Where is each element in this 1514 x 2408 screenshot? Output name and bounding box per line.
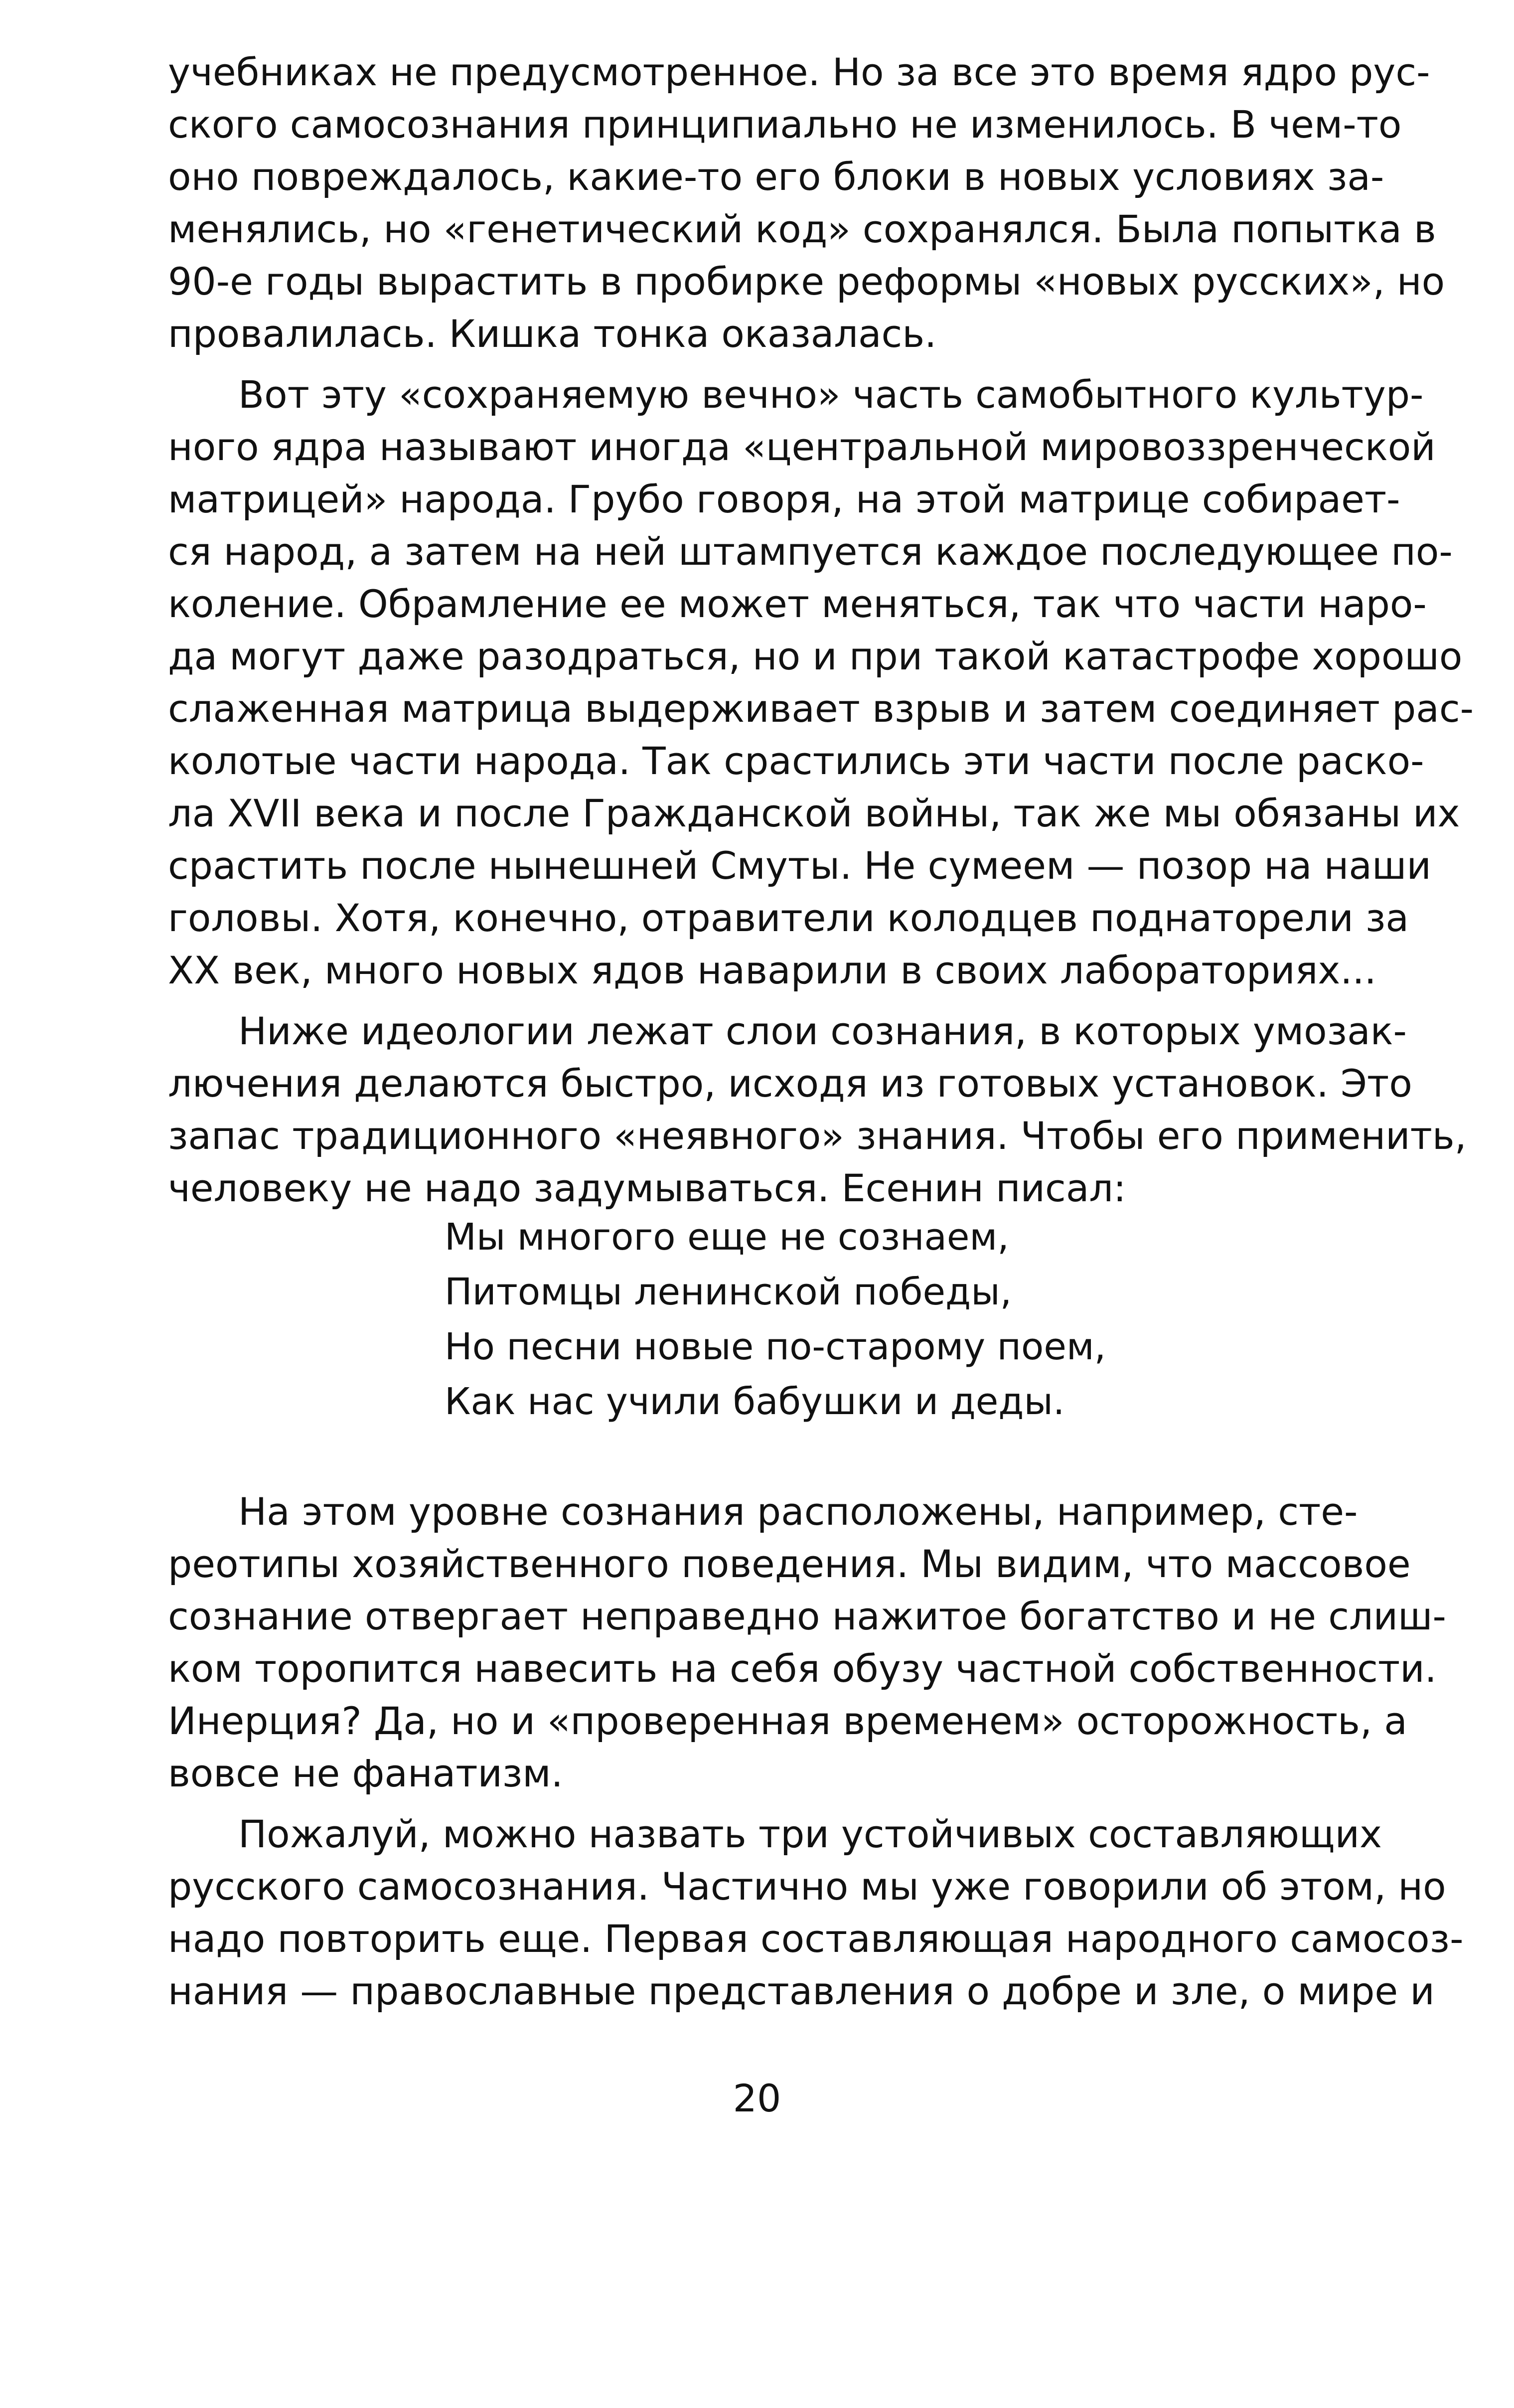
text-line: реотипы хозяйственного поведения. Мы видим, что массовое xyxy=(168,1542,1411,1586)
text-line: Инерция? Да, но и «проверенная временем» осторожность, а xyxy=(168,1699,1407,1743)
text-line: матрицей» народа. Грубо говоря, на этой матрице собирает- xyxy=(168,477,1400,521)
body-text-upper xyxy=(168,46,1474,1214)
poem-quote xyxy=(445,1210,1106,1429)
poem-line: Мы многого еще не сознаем, xyxy=(445,1216,1009,1259)
body-text-lower xyxy=(168,1485,1464,2017)
page-number: 20 xyxy=(733,2076,781,2120)
text-line: ного ядра называют иногда «центральной мировоззренческой xyxy=(168,425,1436,469)
text-line: запас традиционного «неявного» знания. Чтобы его применить, xyxy=(168,1114,1467,1158)
paragraph-gap xyxy=(168,360,1342,368)
text-line: надо повторить еще. Первая составляющая народного самосоз- xyxy=(168,1917,1464,1961)
text-line: Вот эту «сохраняемую вечно» часть самобытного культур- xyxy=(238,372,1424,417)
text-line: XX век, много новых ядов наварили в своих лабораториях... xyxy=(168,948,1376,992)
poem-line: Питомцы ленинской победы, xyxy=(445,1271,1012,1313)
text-line: лючения делаются быстро, исходя из готовых установок. Это xyxy=(168,1061,1412,1106)
text-line: ком торопится навесить на себя обузу частной собственности. xyxy=(168,1646,1437,1691)
text-line: ла XVII века и после Гражданской войны, так же мы обязаны их xyxy=(168,791,1460,835)
text-line: нания — православные представления о добре и зле, о мире и xyxy=(168,1969,1435,2013)
text-line: срастить после нынешней Смуты. Не сумеем — позор на наши xyxy=(168,843,1431,888)
text-line: Пожалуй, можно назвать три устойчивых составляющих xyxy=(238,1812,1382,1856)
text-line: Ниже идеологии лежат слои сознания, в которых умозак- xyxy=(238,1009,1407,1053)
text-line: учебниках не предусмотренное. Но за все это время ядро рус- xyxy=(168,50,1430,94)
text-line: колотые части народа. Так срастились эти части после раско- xyxy=(168,739,1424,783)
text-line: менялись, но «генетический код» сохранялся. Была попытка в xyxy=(168,207,1436,251)
text-line: головы. Хотя, конечно, отравители колодцев поднаторели за xyxy=(168,896,1409,940)
text-line: оно повреждалось, какие-то его блоки в новых условиях за- xyxy=(168,155,1384,199)
text-line: сознание отвергает неправедно нажитое богатство и не слиш- xyxy=(168,1594,1446,1638)
text-line: вовсе не фанатизм. xyxy=(168,1751,563,1795)
text-line: коление. Обрамление ее может меняться, так что части наро- xyxy=(168,582,1427,626)
text-line: русского самосознания. Частично мы уже говорили об этом, но xyxy=(168,1864,1446,1909)
text-line: человеку не надо задумываться. Есенин писал: xyxy=(168,1166,1126,1210)
text-line: На этом уровне сознания расположены, например, сте- xyxy=(238,1489,1358,1534)
text-line: ся народ, а затем на ней штампуется каждое последующее по- xyxy=(168,529,1453,574)
text-line: 90-е годы вырастить в пробирке реформы «новых русских», но xyxy=(168,259,1445,304)
poem-line: Как нас учили бабушки и деды. xyxy=(445,1380,1065,1423)
paragraph-gap xyxy=(168,996,1342,1005)
poem-line: Но песни новые по-старому поем, xyxy=(445,1325,1106,1368)
text-line: слаженная матрица выдерживает взрыв и затем соединяет рас- xyxy=(168,686,1474,731)
text-line: ского самосознания принципиально не изменилось. В чем-то xyxy=(168,102,1402,147)
text-line: провалилась. Кишка тонка оказалась. xyxy=(168,312,937,356)
paragraph-gap xyxy=(168,1799,1342,1808)
text-line: да могут даже разодраться, но и при такой катастрофе хорошо xyxy=(168,634,1463,678)
